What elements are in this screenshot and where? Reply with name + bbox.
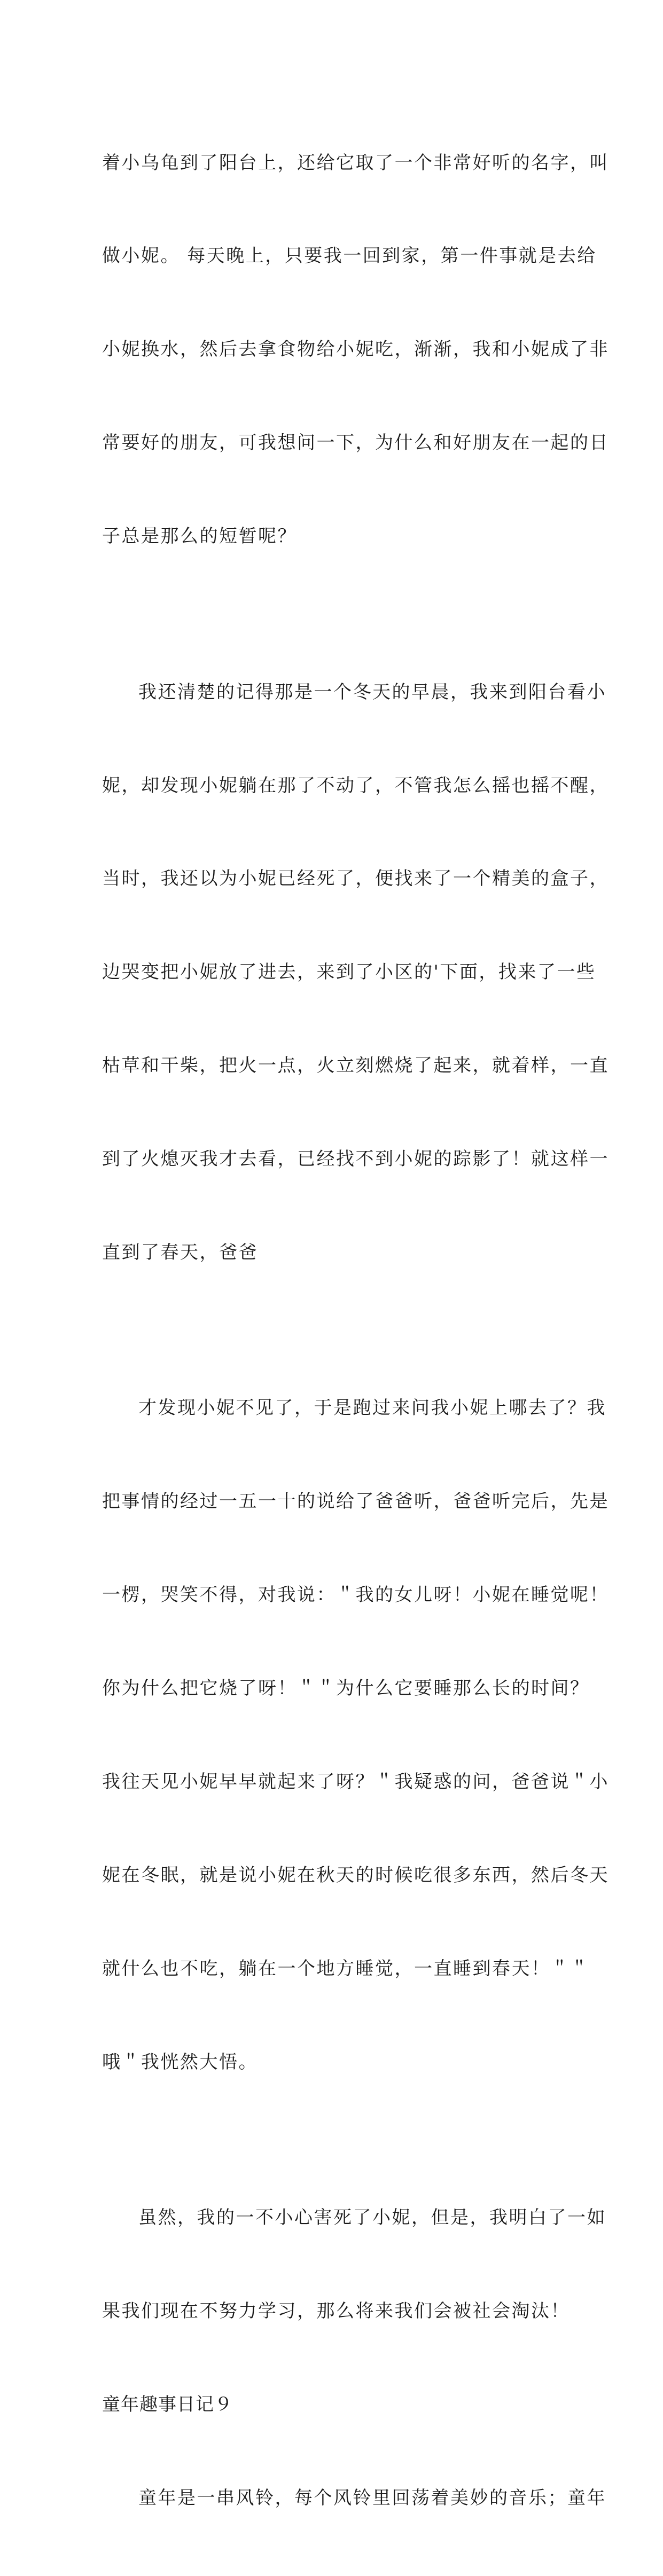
document-body	[102, 85, 609, 2576]
paragraph-3	[102, 1330, 609, 2140]
text-line: 枯草和干柴，把火一点，火立刻燃烧了起来，就着样，一直	[102, 1055, 609, 1077]
text-line: 小妮换水，然后去拿食物给小妮吃，渐渐，我和小妮成了非	[102, 339, 609, 361]
text-line: 你为什么把它烧了呀！＂＂为什么它要睡那么长的时间？	[102, 1678, 590, 1700]
text-line: 童年是一串风铃，每个风铃里回荡着美妙的音乐；童年	[138, 2487, 606, 2509]
paragraph-1	[102, 85, 609, 614]
text-line: 当时，我还以为小妮已经死了，便找来了一个精美的盒子，	[102, 868, 609, 890]
text-line: 虽然，我的一不小心害死了小妮，但是，我明白了一如	[138, 2207, 606, 2229]
text-line: 常要好的朋友，可我想问一下，为什么和好朋友在一起的日	[102, 432, 609, 454]
text-line: 我还清楚的记得那是一个冬天的早晨，我来到阳台看小	[138, 681, 606, 703]
text-line: 妮在冬眠，就是说小妮在秋天的时候吃很多东西，然后冬天	[102, 1864, 609, 1886]
section-heading: 童年趣事日记９	[102, 2393, 233, 2415]
paragraph-2	[102, 614, 609, 1330]
text-line: 我往天见小妮早早就起来了呀？＂我疑惑的问，爸爸说＂小	[102, 1771, 609, 1793]
paragraph-5	[102, 2420, 606, 2575]
text-line: 着小乌龟到了阳台上，还给它取了一个非常好听的名字，叫	[102, 152, 609, 174]
text-line: 妮，却发现小妮躺在那了不动了，不管我怎么摇也摇不醒，	[102, 774, 609, 796]
text-line: 直到了春天，爸爸	[102, 1241, 258, 1263]
text-line: 就什么也不吃，躺在一个地方睡觉，一直睡到春天！＂＂	[102, 1958, 590, 1979]
text-line: 把事情的经过一五一十的说给了爸爸听，爸爸听完后，先是	[102, 1491, 609, 1513]
text-line: 子总是那么的短暂呢？	[102, 526, 297, 547]
text-line: 一楞，哭笑不得，对我说：＂我的女儿呀！小妮在睡觉呢！	[102, 1584, 609, 1606]
text-line: 边哭变把小妮放了进去，来到了小区的'下面，找来了一些	[102, 961, 596, 983]
paragraph-4	[102, 2140, 606, 2389]
text-line: 做小妮。 每天晚上，只要我一回到家，第一件事就是去给	[102, 245, 597, 267]
text-line: 才发现小妮不见了，于是跑过来问我小妮上哪去了？我	[138, 1397, 606, 1419]
text-line: 哦＂我恍然大悟。	[102, 2051, 258, 2073]
text-line: 果我们现在不努力学习，那么将来我们会被社会淘汰！	[102, 2300, 570, 2322]
text-line: 到了火熄灭我才去看，已经找不到小妮的踪影了！就这样一	[102, 1148, 609, 1170]
